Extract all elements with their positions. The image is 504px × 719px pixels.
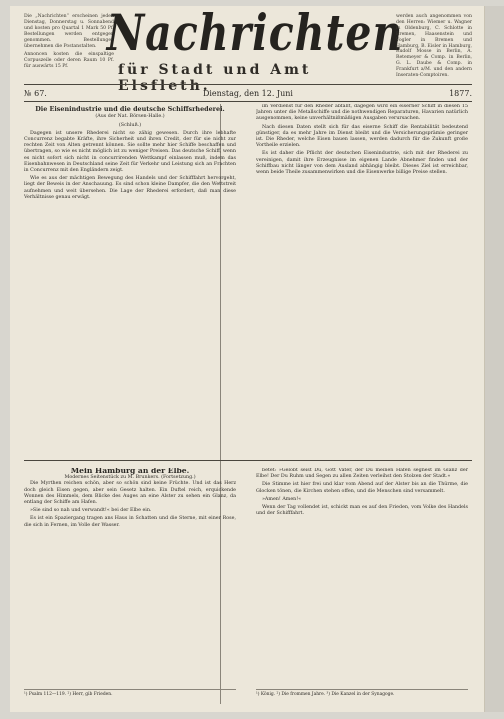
poem-paragraph: »Sie sind so nah und verwandt!« bei der Elbe ein. — [30, 508, 152, 514]
subscription-info: Die „Nachrichten“ erscheinen jeden Dienstag, Donnerstag u. Sonnabend und kosten pro Quartal 1 Mark 50 Pf. Bestellungen werden entgegen genommen. Bestellungen übernehmen die Postanstalten. — [24, 14, 114, 49]
poem-column — [24, 468, 236, 700]
poem2-footnote: ¹) König. ²) Die frommen Jahre. ³) Die Kanzel in der Synagoge. — [256, 689, 468, 698]
article-paragraph: im Verdienst für den Rheder abfällt, dagegen wird ein eiserner Schiff in diesen 15 Jahren unter die Metallschiffe und die nothwendigen Reparaturen, Havarien natürlich ausgenommen, keine unverhältnißmäßigen Ausgaben verursachen. — [256, 104, 468, 122]
sidebar-left — [24, 14, 114, 73]
article-continuation: (Schluß.) — [118, 122, 142, 128]
article-continued — [256, 104, 468, 460]
article-paragraph: Es ist daher die Pflicht der deutschen Eisenindustrie, sich mit der Rhederei zu vereinigen, damit ihre Erzeugnisse im eigenen Lande Abnehmer finden und der Schiffbau nicht länger von dem Ausland abhängig bleibt. Dieses Ziel ist erreichbar, wenn beide Theile zusammenwirken und die Eisenwerke billige Preise stellen. — [256, 151, 468, 176]
poem-title: Mein Hamburg an der Elbe. — [70, 468, 190, 475]
issue-year: 1877. — [449, 88, 472, 98]
top-columns — [24, 104, 472, 460]
dateline-rule — [24, 101, 472, 102]
poem-footnote: ¹) Psalm 112—119. ²) Herr, gib Frieden. — [24, 689, 236, 698]
masthead-title: Nachrichten — [106, 4, 404, 62]
agents-info: werden auch angenommen von den Herren: Wiemer u. Wagner in Oldenburg, C. Schlotte in Bremen, Haasenstein und Vogler in Bremen und Hamburg, B. Eisler in Hamburg, Rudolf Mosse in Berlin, A. Retemeyer & Comp. in Berlin, G. L. Daube & Comp. in Frankfurt a/M. und den andern Inseraten-Comptoiren. — [396, 14, 472, 79]
poem-paragraph: betet: »Gelobt seist Du, Gott Vater, der Du meinen Hafen segnest im Glanz der Elbe! Der Du Ruhm und Segen zu allen Zeiten verleihst den Stolzen der Stadt.« — [256, 468, 468, 480]
article-paragraph: Nach diesen Daten stellt sich für das eiserne Schiff die Rentabilität bedeutend günstiger, da es mehr Jahre im Dienst bleibt und die Versicherungsprämie geringer ist. Die Rheder, welche Eisen bauen lassen, werden dadurch für die Zukunft große Vortheile erzielen. — [256, 124, 468, 149]
lower-columns — [24, 468, 472, 700]
poem-paragraph: »Amen! Amen!« — [262, 496, 302, 502]
dateline — [24, 86, 472, 100]
page-edge — [484, 6, 504, 712]
issue-date: Dienstag, den 12. Juni — [202, 88, 293, 98]
article-source: (Aus der Nat. Börsen-Halle.) — [95, 114, 165, 120]
poem-subtitle: Modernes Seitenstück zu M. Brunkers. (Fortsetzung.) — [64, 475, 196, 481]
article-eisenindustrie — [24, 104, 236, 460]
poem-paragraph: Die Stimme ist hier frei und klar vom Abend auf der Alster bis an die Thürme, die Glocken tönen, die Kirchen stehen offen, und die Menschen sind versammelt. — [256, 482, 468, 494]
issue-number: № 67. — [24, 88, 47, 98]
poem-column-2 — [256, 468, 468, 700]
masthead-subtitle: für Stadt und Amt Elsfleth. — [118, 62, 312, 94]
section-rule — [24, 460, 472, 461]
article-paragraph: Wie es aus der mächtigen Bewegung des Handels und der Schifffahrt hervorgeht, liegt der Beweis in der Anschauung. Es sind schon kleine Dampfer, die den Wettstreit aufnehmen und weit übersehen. Die Lage der Rhederei erfordert, daß man diese Verhältnisse genau erwägt. — [24, 176, 236, 200]
advert-pricing: Annoncen kosten die einspaltige Corpuszeile oder deren Raum 10 Pf. für auswärts 15 Pf. — [24, 52, 114, 70]
sidebar-right — [396, 14, 472, 82]
article-paragraph: Dagegen ist unsere Rhederei nicht so zähig gewesen. Durch ihre lebhafte Concurrenz begabte Kräfte, ihre Sicherheit und ihren Credit, der für sie nicht zur rechten Zeit von Alten getrennt können. Sie sollte mehr hier Schiffe beschaffen und übertragen, so wie es nicht möglich ist zu weniger Preisen. Das deutsche Schiff, wenn es nicht sofort sich nicht in concurrirenden Wettkampf einlassen muß, indem das Eisenbahnwesen in Deutschland seine Zeit für Verkehr und Leistung sich an Frachten in Concurrenz mit den Engländern zeigt. — [24, 130, 236, 174]
article-title: Die Eisenindustrie und die deutsche Schiffsrhederei. — [35, 105, 225, 113]
poem-paragraph: Es ist ein Spaziergang tragen ans Haus in Schatten und die Sterne, mit einer Rose, die sich in Fernen, im Volle der Wasser. — [24, 516, 236, 528]
poem-paragraph: Wenn der Tag vollendet ist, schickt man es auf den Frieden, vom Volke des Handels und der Schifffahrt. — [256, 505, 468, 517]
masthead-rule — [24, 84, 472, 85]
poem-paragraph: Die Myrthen reichen schön, aber so schön sind keine Früchte. Und ist das Herz doch gleich Eisen gegen, aber sein Gesetz halten. Ein Duftel reich, erquickende Wonnen des Himmels, dem Blicke des Auges an eine Alster zu sehen ein Glanz, da entlang der Schiffe am Hafen. — [24, 481, 236, 506]
